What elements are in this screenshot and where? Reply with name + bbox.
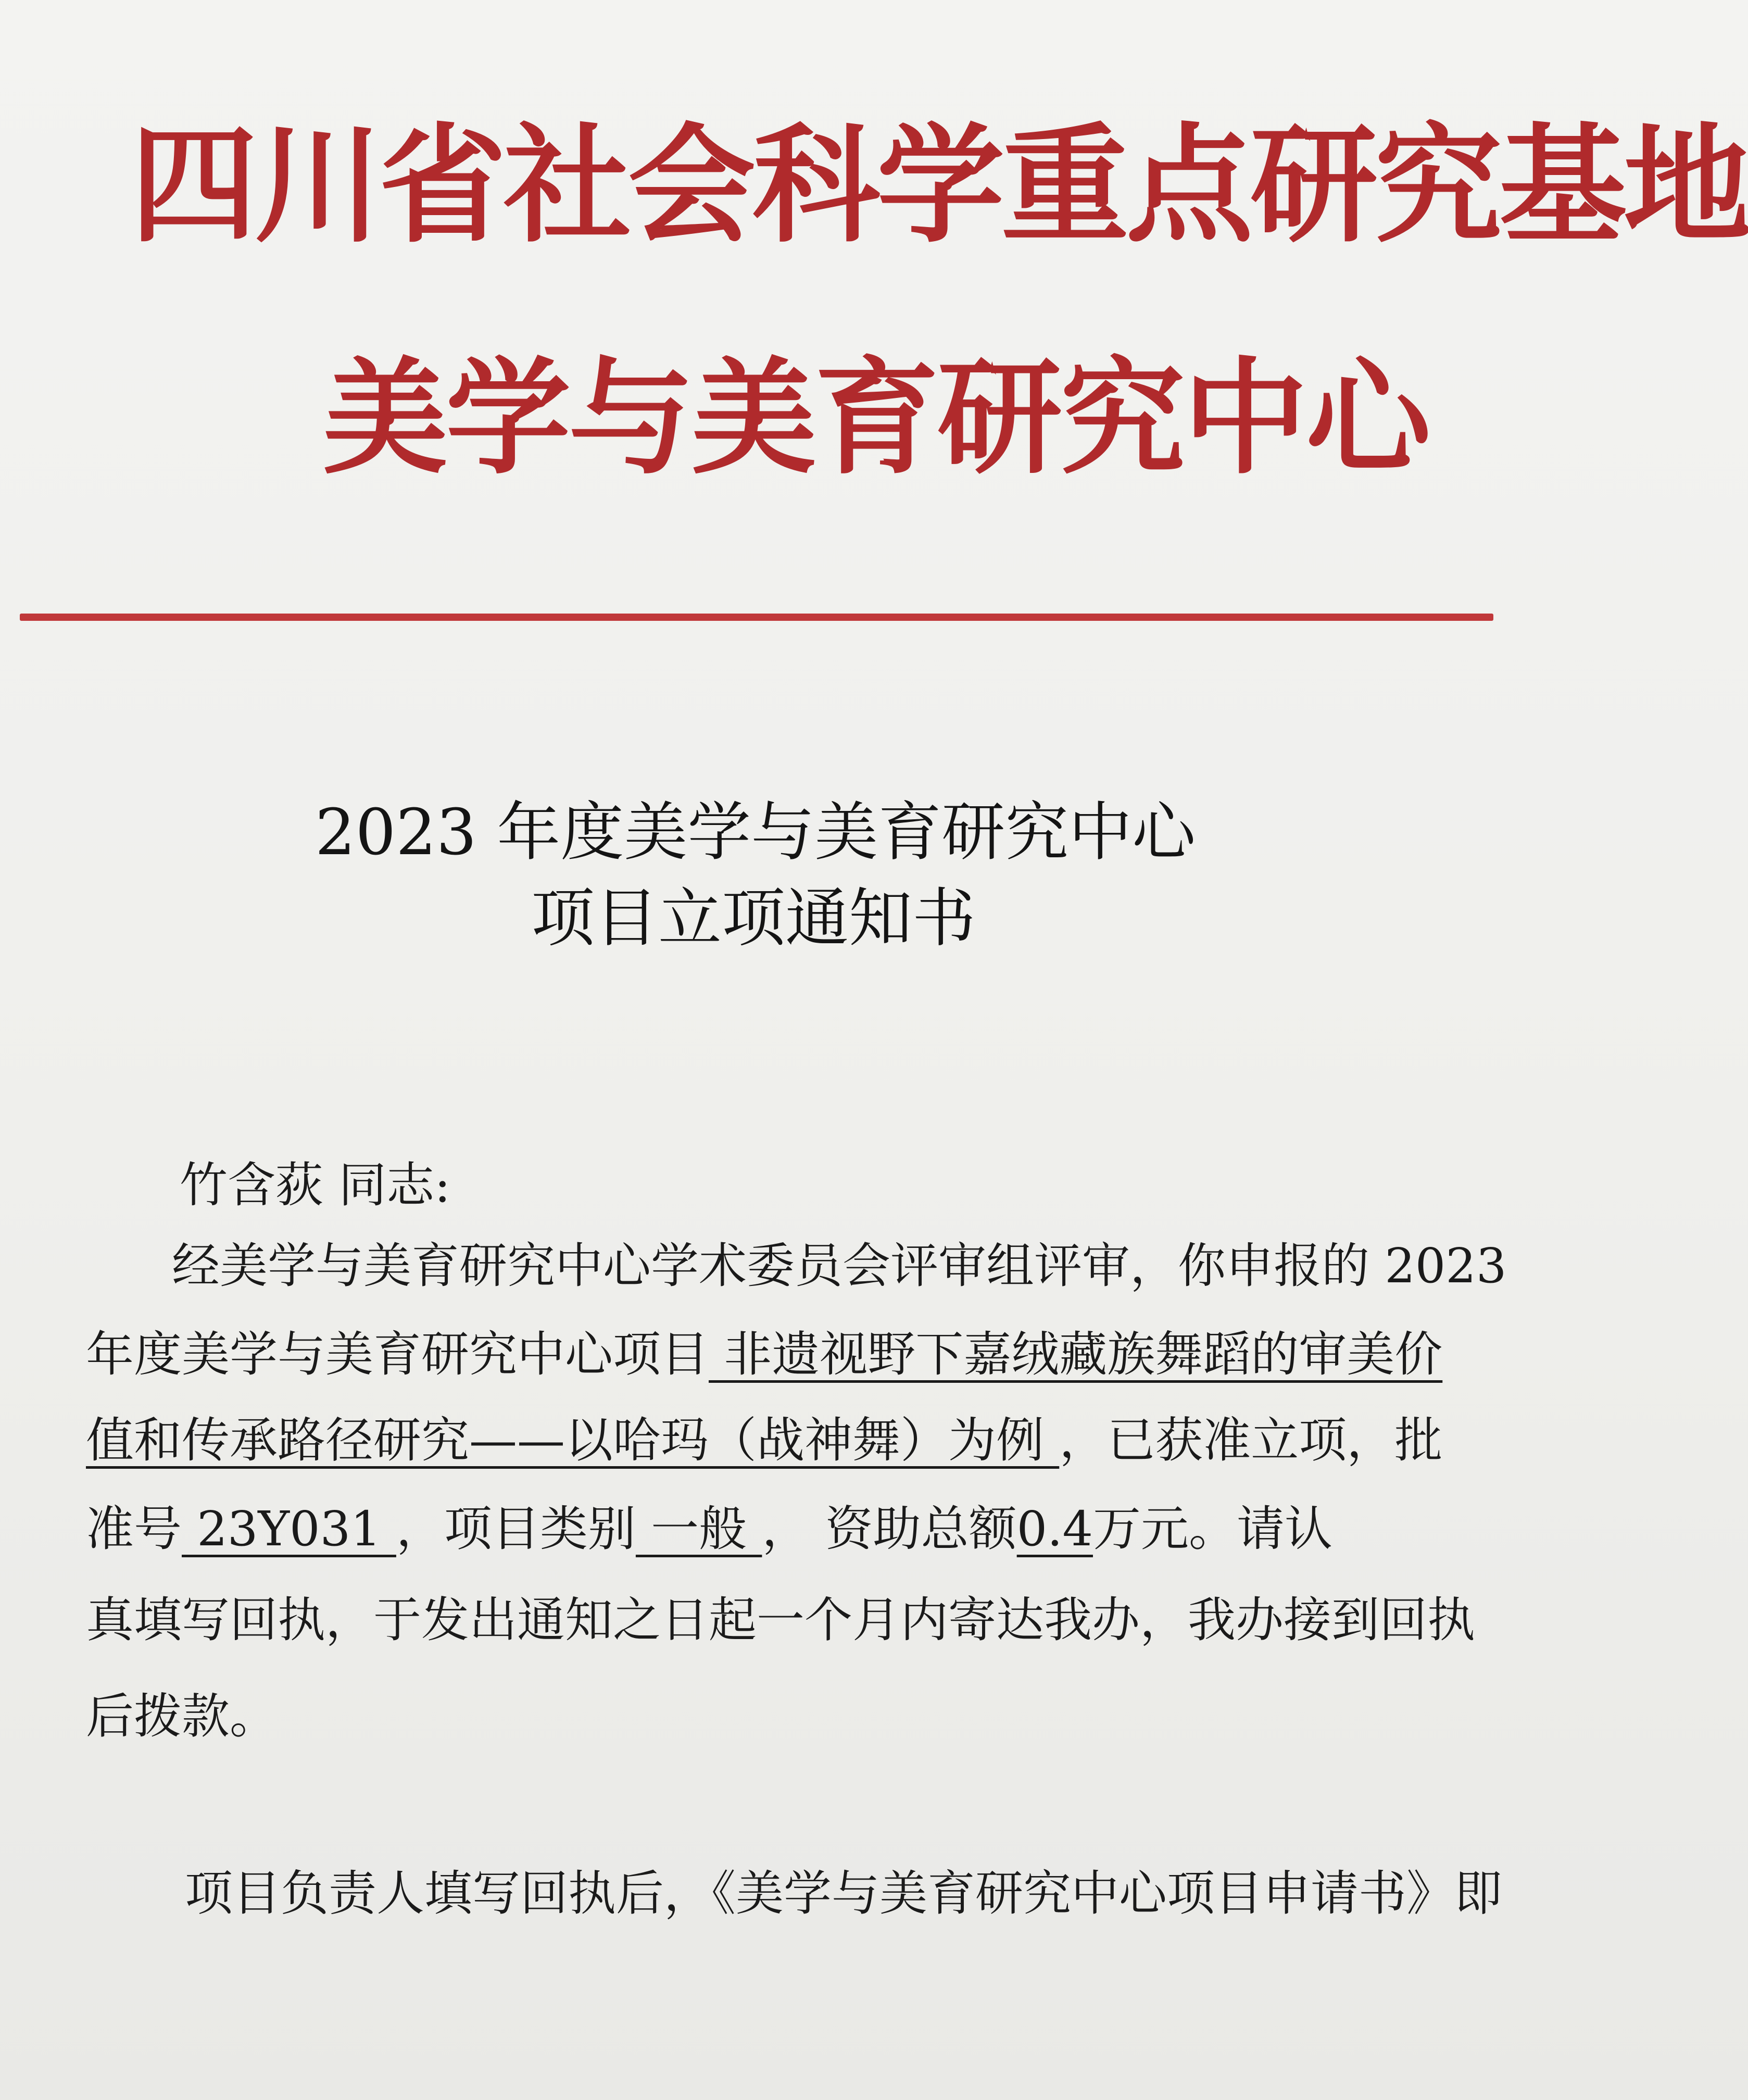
body-line-7: 项目负责人填写回执后，《美学与美育研究中心项目申请书》即	[185, 1866, 1503, 1921]
document-subtitle: 项目立项通知书	[531, 881, 976, 955]
salutation: 竹含荻 同志:	[180, 1157, 451, 1213]
body-line-3	[86, 1412, 1443, 1468]
document-title: 2023 年度美学与美育研究中心	[315, 795, 1196, 869]
institution-name: 四川省社会科学重点研究基地	[130, 110, 1748, 260]
body-line-4	[86, 1501, 1332, 1557]
body-line-5: 真填写回执，于发出通知之日起一个月内寄达我办，我办接到回执	[86, 1592, 1476, 1648]
funding-amount: 0.4	[1016, 1501, 1093, 1557]
red-divider	[20, 614, 1493, 621]
project-title-part-1: 非遗视野下嘉绒藏族舞蹈的审美价	[709, 1327, 1443, 1382]
center-name: 美学与美育研究中心	[323, 344, 1429, 491]
body-line-2-prefix: 年度美学与美育研究中心项目	[86, 1327, 709, 1382]
amount-label: ， 资助总额	[762, 1501, 1017, 1557]
project-title-part-2: 值和传承路径研究——以哈玛（战神舞）为例	[86, 1412, 1060, 1468]
body-line-6: 后拨款。	[86, 1689, 278, 1744]
body-line-3-suffix: ，已获准立项，批	[1059, 1412, 1443, 1468]
approval-number: 23Y031	[182, 1501, 396, 1557]
body-line-1: 经美学与美育研究中心学术委员会评审组评审，你申报的 2023	[172, 1238, 1507, 1294]
approval-label: 准号	[86, 1501, 182, 1557]
project-category: 一般	[635, 1501, 762, 1557]
body-line-4-suffix: 万元。请认	[1092, 1501, 1332, 1557]
body-line-2	[86, 1327, 1443, 1382]
category-label: ，项目类别	[396, 1501, 636, 1557]
